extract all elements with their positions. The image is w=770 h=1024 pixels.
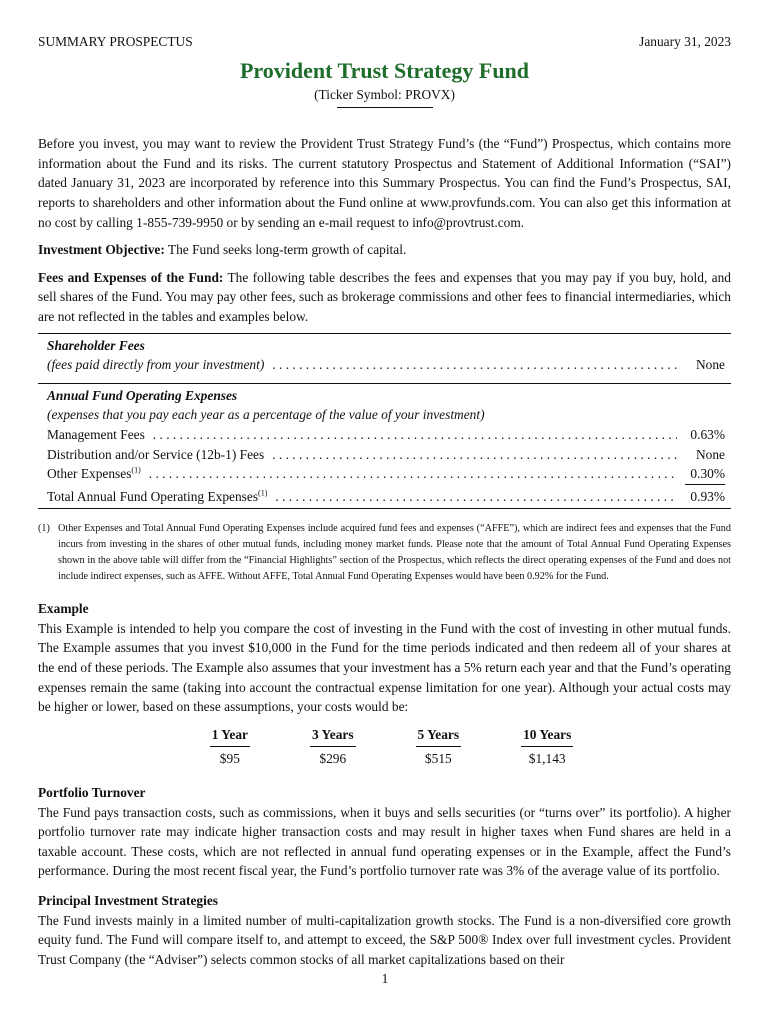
fee-table [38,333,731,510]
example-col-header: 1 Year [210,725,250,748]
example-col-3yr [310,725,356,769]
fee-row-label: Total Annual Fund Operating Expenses [47,488,259,504]
fee-row-distribution [47,445,725,465]
objective-text: The Fund seeks long-term growth of capital. [164,242,407,258]
fee-row-value: 0.30% [685,464,725,485]
fee-row-management [47,425,725,445]
shareholder-fees-heading: Shareholder Fees [47,337,145,353]
fee-row-total [47,487,725,507]
page-header [38,32,731,52]
annual-expenses-sub: (expenses that you pay each year as a percentage of the value of your investment) [47,407,485,423]
doc-date: January 31, 2023 [639,34,731,49]
investment-objective [38,240,731,260]
fee-row-label: Other Expenses [47,466,132,482]
shareholder-fees-value: None [695,357,725,373]
fee-row-label: Management Fees [47,426,145,442]
example-col-1yr [210,725,250,769]
strategies-text: The Fund invests mainly in a limited number of multi-capitalization growth stocks. The Fund is a non-diversified core growth equity fund. The Fund will compare itself to, and attempt to exceed, the S&P 500® Index over full investment cycles. Provident Trust Company (the “Adviser”) selects common stocks of all market capitalizations based on their [38,912,731,967]
footnote [38,521,731,585]
annual-expenses-heading: Annual Fund Operating Expenses [47,387,238,403]
page-number: 1 [381,971,389,986]
example-col-header: 10 Years [521,725,573,748]
example-heading: Example [38,601,89,617]
doc-type-label: SUMMARY PROSPECTUS [38,34,193,49]
footnote-ref: (1) [258,488,268,498]
fee-row-value: 0.93% [690,488,725,504]
example-col-10yr [521,725,573,769]
footnote-ref: (1) [131,465,141,475]
shareholder-fees-row [47,355,725,375]
fee-row-value: None [695,446,725,462]
objective-label: Investment Objective: [38,242,165,258]
footnote-text: Other Expenses and Total Annual Fund Operating Expenses include acquired fund fees and expenses (“AFFE”), which are indirect fees and expenses that the Fund incurs from investing in the shares of other mutual funds, including money market funds. Please note that the amount of Total Annual Fund Operating Expenses shown in the above table will differ from the “Financial Highlights” section of the Prospectus, which reflects the direct operating expenses of the Fund and does not include indirect expenses, such as AFFE. Without AFFE, Total Annual Fund Operating Expenses would have been 0.92% for the Fund. [58,523,731,583]
fee-row-other [47,464,725,485]
footnote-number: (1) [38,523,50,535]
example-col-header: 3 Years [310,725,356,748]
fees-intro [38,268,731,327]
example-col-value: $1,143 [528,751,566,767]
shareholder-fees-sub: (fees paid directly from your investment) [47,357,265,373]
fee-row-label: Distribution and/or Service (12b-1) Fees [47,446,265,462]
example-col-value: $515 [424,751,452,767]
title-rule [337,107,433,108]
example-col-header: 5 Years [416,725,462,748]
example-col-5yr [416,725,462,769]
example-text: This Example is intended to help you compare the cost of investing in the Fund with the cost of investing in other mutual funds. The Example assumes that you invest $10,000 in the Fund for the time periods indicated and then redeem all of your shares at the end of these periods. The Example also assumes that your investment has a 5% return each year and that the Fund’s operating expenses remain the same (taking into account the contractual expense limitation for one year). Although your actual costs may be higher or lower, based on these assumptions, your costs would be: [38,620,731,715]
fees-intro-label: Fees and Expenses of the Fund: [38,269,224,285]
turnover-heading: Portfolio Turnover [38,785,146,801]
turnover-text: The Fund pays transaction costs, such as commissions, when it buys and sells securities (or “turns over” its portfolio). A higher portfolio turnover rate may indicate higher transaction costs and may result in higher taxes when Fund shares are held in a taxable account. These costs, which are not reflected in annual fund operating expenses or in the Example, affect the Fund’s performance. During the most recent fiscal year, the Fund’s portfolio turnover rate was 3% of the average value of its portfolio. [38,804,731,879]
fee-row-value: 0.63% [690,426,725,442]
strategies-heading: Principal Investment Strategies [38,893,219,908]
example-cost-table [52,725,731,769]
ticker-symbol: (Ticker Symbol: PROVX) [314,86,455,102]
example-col-value: $95 [219,751,240,767]
intro-paragraph: Before you invest, you may want to review the Provident Trust Strategy Fund’s (the “Fund”) Prospectus, which contains more information about the Fund and its risks. The current statutory Prospectus and Statement of Additional Information (“SAI”) dated January 31, 2023 are incorporated by reference into this Summary Prospectus. You can find the Fund’s Prospectus, SAI, reports to shareholders and other information about the Fund online at www.provfunds.com. You can also get this information at no cost by calling 1-855-739-9950 or by sending an e-mail request to info@provtrust.com. [38,136,731,230]
fees-intro-text: The following table describes the fees and expenses that you may pay if you buy, hold, and sell shares of the Fund. You may pay other fees, such as brokerage commissions and other fees to financial intermediaries, which are not reflected in the tables and examples below. [38,269,731,324]
document-page [38,32,731,969]
example-col-value: $296 [319,751,347,767]
fund-title: Provident Trust Strategy Fund [239,57,530,83]
